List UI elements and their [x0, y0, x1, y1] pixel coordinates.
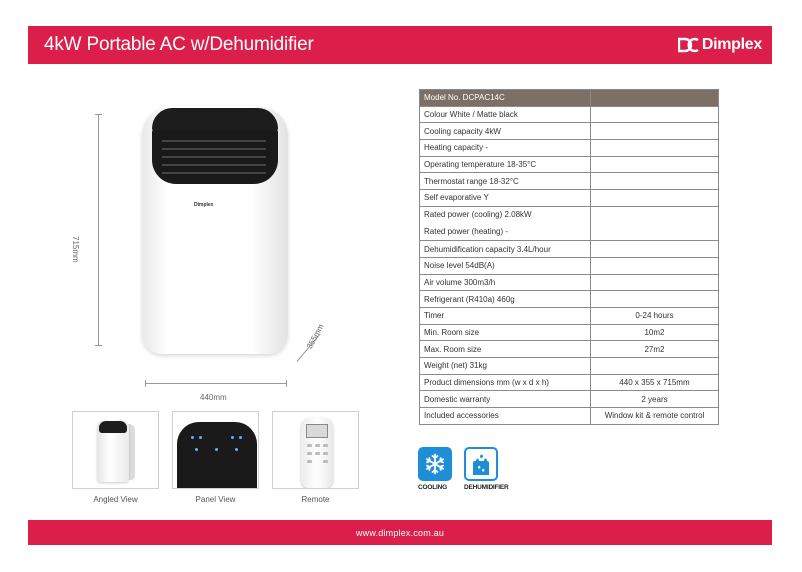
feature-icons — [418, 447, 509, 491]
dimplex-logo-icon — [678, 37, 700, 53]
spec-value — [591, 257, 719, 274]
thumbnail-angled[interactable] — [72, 411, 159, 504]
spec-label: Cooling capacity 4kW — [420, 123, 591, 140]
spec-label: Air volume 300m3/h — [420, 274, 591, 291]
thumbnail-caption: Panel View — [195, 495, 236, 504]
table-row — [420, 374, 719, 391]
spec-label: Timer — [420, 307, 591, 324]
spec-label — [420, 206, 591, 240]
spec-value: 27m2 — [591, 341, 719, 358]
ac-top-panel — [152, 108, 278, 132]
remote-image — [272, 411, 359, 489]
table-row — [420, 307, 719, 324]
spec-table — [419, 89, 719, 425]
spec-label: Operating temperature 18-35°C — [420, 156, 591, 173]
table-row — [420, 341, 719, 358]
header-bar — [28, 26, 772, 64]
page-title: 4kW Portable AC w/Dehumidifier — [44, 34, 314, 55]
depth-dimension-label: 355mm — [305, 322, 326, 351]
thumbnail-panel[interactable] — [172, 411, 259, 504]
spec-value — [591, 358, 719, 375]
spec-value — [591, 106, 719, 123]
thumbnail-caption: Angled View — [93, 495, 138, 504]
ac-brand-label: Dimplex — [194, 202, 214, 208]
spec-value — [591, 156, 719, 173]
spec-label: Included accessories — [420, 408, 591, 425]
width-dimension-line — [145, 383, 287, 384]
brand-logo — [678, 36, 762, 54]
thumbnail-gallery — [72, 411, 359, 504]
spec-value: 0-24 hours — [591, 307, 719, 324]
spec-label-cooling-power: Rated power (cooling) 2.08kW — [424, 209, 532, 219]
thumbnail-caption: Remote — [301, 495, 330, 504]
height-dimension-label: 715mm — [71, 236, 80, 263]
height-dimension-line — [98, 114, 99, 346]
table-row — [420, 324, 719, 341]
spec-value: 440 x 355 x 715mm — [591, 374, 719, 391]
table-row — [420, 274, 719, 291]
table-row — [420, 190, 719, 207]
product-hero — [60, 96, 360, 406]
spec-value — [591, 274, 719, 291]
spec-value — [591, 140, 719, 157]
table-row — [420, 257, 719, 274]
brand-name: Dimplex — [701, 36, 762, 53]
spec-value — [591, 291, 719, 308]
spec-value — [591, 173, 719, 190]
feature-label: COOLING — [418, 484, 447, 491]
droplets-icon — [464, 447, 498, 481]
panel-view-image — [172, 411, 259, 489]
thumbnail-remote[interactable] — [272, 411, 359, 504]
table-row — [420, 90, 719, 107]
table-row — [420, 291, 719, 308]
spec-label: Max. Room size — [420, 341, 591, 358]
spec-value — [591, 90, 719, 107]
spec-value — [591, 241, 719, 258]
table-row — [420, 156, 719, 173]
table-row — [420, 206, 719, 240]
table-row — [420, 140, 719, 157]
spec-value — [591, 123, 719, 140]
spec-label: Dehumidification capacity 3.4L/hour — [420, 241, 591, 258]
air-conditioner-image — [142, 106, 288, 354]
feature-cooling — [418, 447, 456, 491]
spec-label: Weight (net) 31kg — [420, 358, 591, 375]
table-row — [420, 173, 719, 190]
spec-value: 2 years — [591, 391, 719, 408]
table-row — [420, 358, 719, 375]
footer-website-link[interactable]: www.dimplex.com.au — [355, 527, 445, 538]
table-row — [420, 408, 719, 425]
table-row — [420, 391, 719, 408]
spec-label: Thermostat range 18-32°C — [420, 173, 591, 190]
angled-view-image — [72, 411, 159, 489]
spec-label: Colour White / Matte black — [420, 106, 591, 123]
table-row — [420, 123, 719, 140]
spec-label: Self evaporative Y — [420, 190, 591, 207]
table-row — [420, 106, 719, 123]
spec-label: Heating capacity - — [420, 140, 591, 157]
spec-label: Min. Room size — [420, 324, 591, 341]
spec-value — [591, 190, 719, 207]
ac-vent — [152, 130, 278, 184]
feature-label: DEHUMIDIFIER — [464, 484, 509, 491]
snowflake-icon — [418, 447, 452, 481]
footer-bar — [28, 520, 772, 545]
feature-dehumidifier — [464, 447, 509, 491]
spec-value: 10m2 — [591, 324, 719, 341]
spec-value — [591, 206, 719, 240]
spec-label: Model No. DCPAC14C — [420, 90, 591, 107]
width-dimension-label: 440mm — [200, 393, 227, 402]
spec-label: Refrigerant (R410a) 460g — [420, 291, 591, 308]
spec-label: Noise level 54dB(A) — [420, 257, 591, 274]
spec-label: Domestic warranty — [420, 391, 591, 408]
spec-value: Window kit & remote control — [591, 408, 719, 425]
spec-label: Product dimensions mm (w x d x h) — [420, 374, 591, 391]
table-row — [420, 241, 719, 258]
spec-label-heating-power: Rated power (heating) - — [424, 226, 509, 236]
